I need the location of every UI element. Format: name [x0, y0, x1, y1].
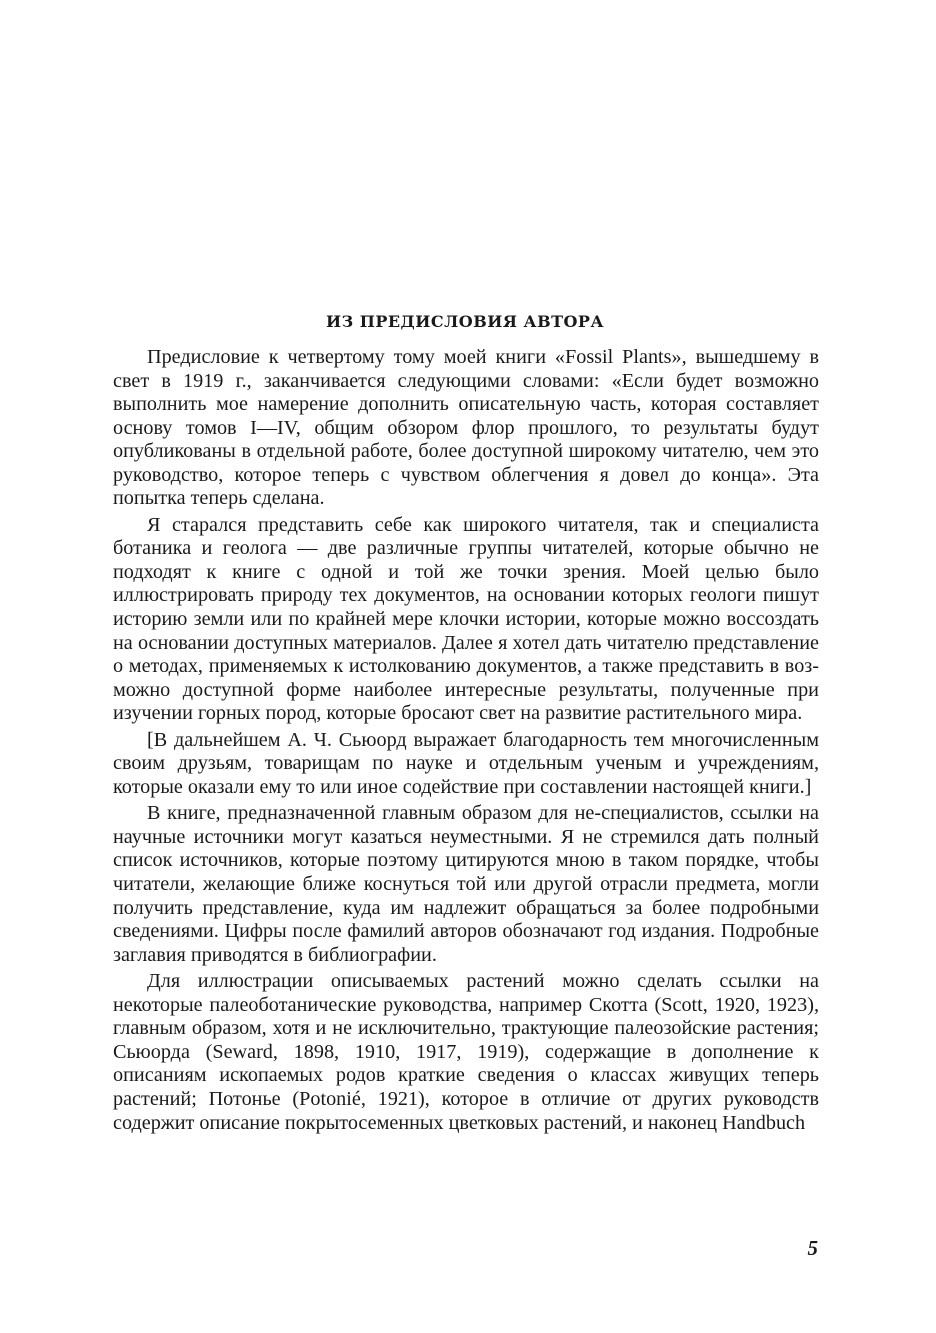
- paragraph-textbooks: Для иллюстрации описываемых растений можно сделать ссылки на некоторые палеоботанические руководства, например Скотта (Scott, 1920, 1923), главным образом, хотя и не исключительно, трактующие палеозойские растения; Сьюорда (Seward, 1898, 1910, 1917, 1919), содержащие в дополнение к описаниям ископаемых родов краткие сведения о классах живущих теперь растений; Потонье (Potonié, 1921), которое в отличие от других руководств содержит описание покрытосеменных цветковых растений, и наконец Handbuch: [113, 970, 819, 1134]
- body-text: [113, 346, 819, 1138]
- page-number: 5: [807, 1236, 818, 1260]
- paragraph-intended-readers: Я старался представить себе как широкого читателя, так и специалиста ботаника и геолога — две различные группы читателей, которые обычно не подходят к книге с одной и той же точки зрения. Моей целью было иллюстрировать природу тех документов, на основании которых геологи пишут историю земли или по крайней мере клочки истории, которые можно воссоздать на основании доступных материалов. Далее я хотел дать читателю представление о методах, применяемых к истолкованию документов, а также представить в возможно доступной форме наиболее интересные результаты, полученные при изучении горных пород, которые бросают свет на развитие растительного мира.: [113, 513, 819, 725]
- section-heading: ИЗ ПРЕДИСЛОВИЯ АВТОРА: [325, 312, 604, 331]
- paragraph-acknowledgements: [В дальнейшем А. Ч. Сьюорд выражает благодарность тем многочисленным своим друзьям, товарищам по науке и отдельным ученым и учреждениям, которые оказали ему то или иное содействие при составлении настоящей книги.]: [113, 728, 819, 798]
- paragraph-preface-quote: Предисловие к четвертому тому моей книги «Fossil Plants», вышедшему в свет в 1919 г., заканчивается следующими словами: «Если будет возможно выполнить мое намерение дополнить описательную часть, которая составляет основу томов I—IV, общим обзором флор прошлого, то результаты будут опубликованы в отдельной работе, более доступной широкому читателю, чем это руководство, которое теперь с чувством облегчения я довел до конца». Эта попытка теперь сделана.: [113, 346, 819, 510]
- paragraph-references: В книге, предназначенной главным образом для не-специалистов, ссылки на научные источники могут казаться неуместными. Я не стремился дать полный список источников, которые поэтому цитируются мною в таком порядке, чтобы читатели, желающие ближе коснуться той или другой отрасли предмета, могли получить представление, куда им надлежит обращаться за более подробными сведениями. Цифры после фамилий авторов обозначают год издания. Подробные заглавия приводятся в библиографии.: [113, 802, 819, 966]
